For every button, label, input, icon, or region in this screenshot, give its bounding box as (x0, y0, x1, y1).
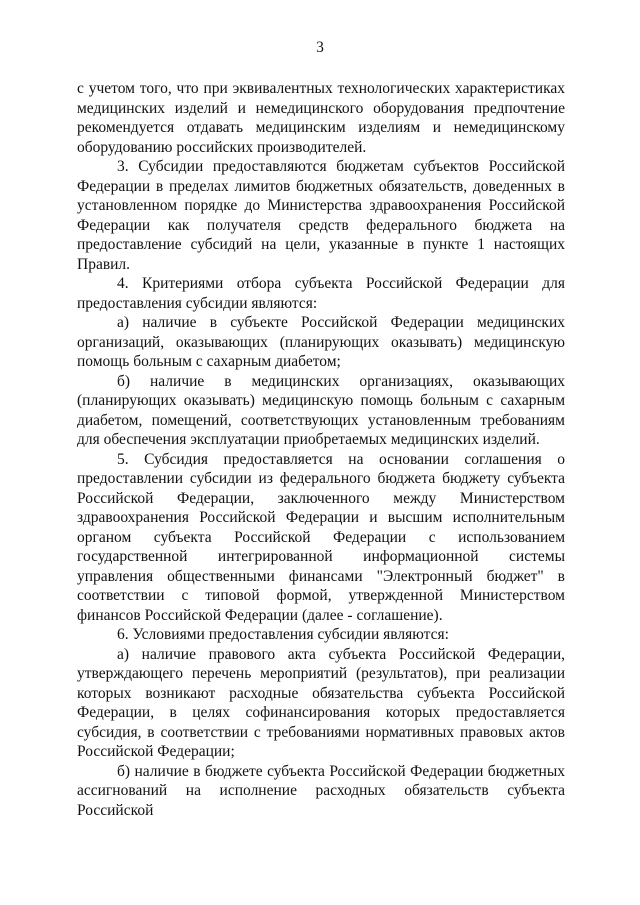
paragraph-clause-4b: б) наличие в медицинских организациях, оказывающих (планирующих оказывать) медицинскую помощь больным с сахарным диабетом, помещений, соответствующих установленным требованиям для обеспечения эксплуатации приобретаемых медицинских изделий. (77, 372, 565, 448)
paragraph-clause-4a: а) наличие в субъекте Российской Федерации медицинских организаций, оказывающих (планирующих оказывать) медицинскую помощь больным с сахарным диабетом; (77, 314, 565, 370)
paragraph-clause-6: 6. Условиями предоставления субсидии являются: (117, 626, 449, 643)
paragraph-clause-3: 3. Субсидии предоставляются бюджетам субъектов Российской Федерации в пределах лимитов бюджетных обязательств, доведенных в установленном порядке до Министерства здравоохранения Российской Федерации как получателя средств федерального бюджета на предоставление субсидий на цели, указанные в пункте 1 настоящих Правил. (77, 158, 565, 273)
paragraph-continuation: с учетом того, что при эквивалентных технологических характеристиках медицинских изделий и немедицинского оборудования предпочтение рекомендуется отдавать медицинским изделиям и немедицинскому оборудованию российских производителей. (77, 80, 565, 156)
page-number: 3 (316, 39, 324, 56)
paragraph-clause-6b: б) наличие в бюджете субъекта Российской Федерации бюджетных ассигнований на исполнение расходных обязательств субъекта Российской (77, 762, 565, 819)
paragraph-clause-4: 4. Критериями отбора субъекта Российской Федерации для предоставления субсидии являются: (77, 275, 565, 312)
paragraph-clause-6a: а) наличие правового акта субъекта Российской Федерации, утверждающего перечень мероприятий (результатов), при реализации которых возникают расходные обязательства субъекта Российской Федерации, в целях софинансирования которых предоставляется субсидия, в соответствии с требованиями нормативных правовых актов Российской Федерации; (77, 645, 565, 760)
paragraph-clause-5: 5. Субсидия предоставляется на основании соглашения о предоставлении субсидии из федерального бюджета бюджету субъекта Российской Федерации, заключенного между Министерством здравоохранения Российской Федерации и высшим исполнительным органом субъекта Российской Федерации с использованием государственной интегрированной информационной системы управления общественными финансами "Электронный бюджет" в соответствии с типовой формой, утвержденной Министерством финансов Российской Федерации (далее - соглашение). (77, 450, 565, 624)
document-body (77, 79, 565, 820)
